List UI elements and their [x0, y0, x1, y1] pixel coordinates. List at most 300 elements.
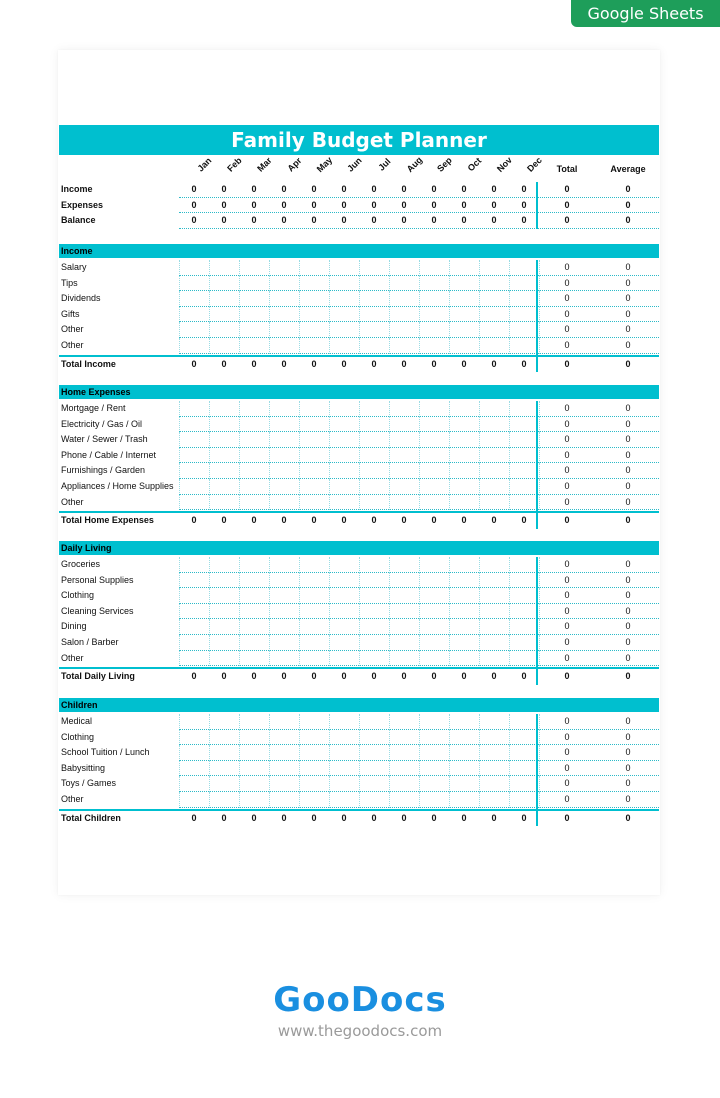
cell-divider: [419, 573, 420, 589]
month-cell: 0: [431, 515, 437, 526]
month-cell: 0: [401, 199, 407, 210]
month-cell: 0: [221, 515, 227, 526]
cell-divider: [329, 401, 330, 417]
cell-divider: [389, 557, 390, 573]
row-label: Appliances / Home Supplies: [61, 481, 174, 491]
month-header-mar: Mar: [255, 155, 274, 174]
month-cell: 0: [281, 515, 287, 526]
month-cell: 0: [431, 671, 437, 682]
cell-divider: [179, 730, 180, 746]
average-cell: 0: [625, 574, 631, 585]
cell-divider: [239, 463, 240, 479]
budget-item-row[interactable]: [59, 792, 659, 808]
section-divider-line: [536, 714, 538, 826]
cell-divider: [359, 619, 360, 635]
cell-divider: [329, 479, 330, 495]
cell-divider: [269, 260, 270, 276]
cell-divider: [539, 776, 540, 792]
cell-divider: [209, 432, 210, 448]
cell-divider: [209, 401, 210, 417]
cell-divider: [359, 573, 360, 589]
cell-divider: [449, 463, 450, 479]
cell-divider: [539, 448, 540, 464]
month-cell: 0: [461, 184, 467, 194]
budget-item-row[interactable]: [59, 260, 659, 276]
cell-divider: [239, 604, 240, 620]
cell-divider: [299, 463, 300, 479]
cell-divider: [479, 432, 480, 448]
month-cell: 0: [431, 215, 437, 226]
cell-divider: [329, 619, 330, 635]
month-cell: 0: [251, 184, 257, 194]
google-sheets-badge[interactable]: Google Sheets: [571, 0, 720, 27]
cell-divider: [239, 401, 240, 417]
cell-divider: [239, 776, 240, 792]
cell-divider: [539, 792, 540, 808]
cell-divider: [239, 479, 240, 495]
cell-divider: [269, 776, 270, 792]
cell-divider: [359, 557, 360, 573]
month-cell: 0: [191, 215, 197, 226]
month-cell: 0: [521, 358, 527, 369]
row-label: Dining: [61, 621, 87, 632]
cell-divider: [419, 401, 420, 417]
month-header-jan: Jan: [195, 155, 214, 174]
cell-divider: [269, 557, 270, 573]
cell-divider: [419, 604, 420, 620]
budget-item-row[interactable]: [59, 338, 659, 354]
month-cell: 0: [491, 671, 497, 682]
cell-divider: [359, 432, 360, 448]
cell-divider: [299, 792, 300, 808]
row-label: Salon / Barber: [61, 637, 119, 647]
budget-item-row[interactable]: [59, 557, 659, 573]
month-cell: 0: [191, 199, 197, 210]
cell-divider: [269, 401, 270, 417]
cell-divider: [539, 714, 540, 730]
budget-item-row[interactable]: [59, 651, 659, 667]
cell-divider: [389, 635, 390, 651]
cell-divider: [479, 417, 480, 433]
budget-item-row[interactable]: [59, 776, 659, 792]
cell-divider: [269, 463, 270, 479]
cell-divider: [479, 730, 480, 746]
cell-divider: [299, 573, 300, 589]
cell-divider: [269, 276, 270, 292]
cell-divider: [449, 557, 450, 573]
average-cell: 0: [625, 559, 631, 569]
cell-divider: [449, 761, 450, 777]
cell-divider: [299, 730, 300, 746]
goodocs-logo[interactable]: GooDocs: [273, 980, 447, 1020]
cell-divider: [359, 276, 360, 292]
cell-divider: [419, 745, 420, 761]
cell-divider: [539, 307, 540, 323]
budget-item-row[interactable]: [59, 479, 659, 495]
cell-divider: [419, 588, 420, 604]
cell-divider: [449, 730, 450, 746]
average-cell: 0: [625, 277, 631, 288]
cell-divider: [509, 792, 510, 808]
budget-item-row[interactable]: [59, 463, 659, 479]
budget-item-row[interactable]: [59, 495, 659, 511]
month-cell: 0: [371, 812, 377, 823]
cell-divider: [509, 714, 510, 730]
cell-divider: [299, 619, 300, 635]
cell-divider: [239, 557, 240, 573]
cell-divider: [539, 745, 540, 761]
month-header-jun: Jun: [345, 155, 364, 174]
cell-divider: [539, 730, 540, 746]
budget-item-row[interactable]: [59, 588, 659, 604]
month-cell: 0: [311, 199, 317, 210]
budget-item-row[interactable]: [59, 635, 659, 651]
cell-divider: [359, 792, 360, 808]
month-cell: 0: [461, 358, 467, 369]
cell-divider: [389, 619, 390, 635]
budget-item-row[interactable]: [59, 401, 659, 417]
total-cell: 0: [564, 308, 570, 319]
month-cell: 0: [491, 184, 497, 194]
cell-divider: [479, 495, 480, 511]
cell-divider: [269, 635, 270, 651]
row-label: Groceries: [61, 559, 101, 569]
cell-divider: [179, 588, 180, 604]
cell-divider: [449, 479, 450, 495]
cell-divider: [479, 307, 480, 323]
row-label: Babysitting: [61, 762, 106, 773]
cell-divider: [269, 730, 270, 746]
cell-divider: [269, 619, 270, 635]
cell-divider: [539, 417, 540, 433]
month-cell: 0: [521, 184, 527, 194]
month-cell: 0: [371, 671, 377, 682]
cell-divider: [329, 651, 330, 667]
cell-divider: [509, 338, 510, 354]
cell-divider: [329, 495, 330, 511]
average-cell: 0: [625, 324, 631, 335]
cell-divider: [449, 651, 450, 667]
cell-divider: [539, 588, 540, 604]
row-label: Electricity / Gas / Oil: [61, 418, 143, 429]
average-column-header: Average: [610, 164, 646, 174]
cell-divider: [479, 776, 480, 792]
cell-divider: [299, 761, 300, 777]
month-cell: 0: [371, 199, 377, 210]
total-cell: 0: [564, 184, 570, 194]
month-cell: 0: [431, 184, 437, 194]
cell-divider: [359, 730, 360, 746]
cell-divider: [179, 448, 180, 464]
month-header-dec: Dec: [525, 155, 544, 174]
cell-divider: [539, 761, 540, 777]
cell-divider: [329, 463, 330, 479]
cell-divider: [269, 714, 270, 730]
cell-divider: [329, 432, 330, 448]
total-cell: 0: [564, 812, 570, 823]
month-cell: 0: [431, 199, 437, 210]
row-label: Gifts: [61, 308, 80, 319]
cell-divider: [269, 761, 270, 777]
cell-divider: [479, 463, 480, 479]
row-label: School Tuition / Lunch: [61, 747, 150, 758]
cell-divider: [509, 479, 510, 495]
cell-divider: [209, 619, 210, 635]
cell-divider: [179, 322, 180, 338]
summary-row-balance: [59, 213, 659, 229]
cell-divider: [419, 635, 420, 651]
month-cell: 0: [521, 199, 527, 210]
cell-divider: [389, 745, 390, 761]
cell-divider: [299, 588, 300, 604]
cell-divider: [419, 651, 420, 667]
cell-divider: [179, 307, 180, 323]
month-header-sep: Sep: [435, 155, 454, 174]
cell-divider: [479, 479, 480, 495]
budget-item-row[interactable]: [59, 448, 659, 464]
total-cell: 0: [564, 199, 570, 210]
cell-divider: [539, 573, 540, 589]
cell-divider: [299, 714, 300, 730]
budget-item-row[interactable]: [59, 291, 659, 307]
cell-divider: [539, 635, 540, 651]
cell-divider: [179, 417, 180, 433]
total-column-header: Total: [556, 164, 578, 174]
cell-divider: [389, 291, 390, 307]
cell-divider: [329, 322, 330, 338]
month-cell: 0: [341, 358, 347, 369]
average-cell: 0: [625, 731, 631, 742]
section-header-daily-living: [59, 541, 659, 555]
month-cell: 0: [281, 358, 287, 369]
total-cell: 0: [564, 449, 570, 460]
row-label: Dividends: [61, 293, 101, 304]
section-total-row: [59, 513, 659, 529]
section-header-label: Children: [61, 700, 98, 710]
month-cell: 0: [281, 812, 287, 823]
cell-divider: [359, 463, 360, 479]
cell-divider: [419, 307, 420, 323]
cell-divider: [479, 604, 480, 620]
cell-divider: [419, 761, 420, 777]
budget-item-row[interactable]: [59, 714, 659, 730]
cell-divider: [209, 495, 210, 511]
month-cell: 0: [251, 199, 257, 210]
month-header-nov: Nov: [494, 154, 515, 175]
cell-divider: [269, 745, 270, 761]
cell-divider: [179, 573, 180, 589]
section-header-label: Daily Living: [61, 543, 112, 553]
row-label: Total Children: [61, 812, 121, 823]
cell-divider: [419, 260, 420, 276]
budget-item-row[interactable]: [59, 322, 659, 338]
average-cell: 0: [625, 652, 631, 663]
cell-divider: [299, 417, 300, 433]
footer-url[interactable]: www.thegoodocs.com: [277, 1022, 443, 1040]
budget-item-row[interactable]: [59, 417, 659, 433]
budget-item-row[interactable]: [59, 761, 659, 777]
cell-divider: [359, 745, 360, 761]
cell-divider: [329, 557, 330, 573]
cell-divider: [509, 651, 510, 667]
cell-divider: [359, 761, 360, 777]
month-cell: 0: [221, 199, 227, 210]
budget-item-row[interactable]: [59, 573, 659, 589]
cell-divider: [389, 260, 390, 276]
cell-divider: [209, 260, 210, 276]
cell-divider: [509, 776, 510, 792]
cell-divider: [509, 260, 510, 276]
budget-item-row[interactable]: [59, 604, 659, 620]
cell-divider: [359, 260, 360, 276]
cell-divider: [179, 401, 180, 417]
cell-divider: [209, 448, 210, 464]
section-total-row: [59, 811, 659, 827]
cell-divider: [509, 557, 510, 573]
cell-divider: [209, 417, 210, 433]
cell-divider: [479, 792, 480, 808]
month-cell: 0: [341, 184, 347, 194]
cell-divider: [359, 495, 360, 511]
month-cell: 0: [221, 184, 227, 194]
cell-divider: [449, 573, 450, 589]
cell-divider: [449, 307, 450, 323]
month-cell: 0: [281, 215, 287, 226]
cell-divider: [329, 761, 330, 777]
cell-divider: [389, 448, 390, 464]
average-cell: 0: [625, 465, 631, 476]
cell-divider: [419, 276, 420, 292]
cell-divider: [269, 792, 270, 808]
cell-divider: [389, 761, 390, 777]
cell-divider: [269, 479, 270, 495]
cell-divider: [389, 588, 390, 604]
cell-divider: [449, 448, 450, 464]
month-cell: 0: [371, 184, 377, 194]
month-cell: 0: [371, 215, 377, 226]
month-cell: 0: [251, 358, 257, 369]
cell-divider: [179, 761, 180, 777]
month-cell: 0: [401, 358, 407, 369]
cell-divider: [479, 651, 480, 667]
cell-divider: [479, 401, 480, 417]
cell-divider: [419, 417, 420, 433]
cell-divider: [359, 776, 360, 792]
budget-item-row[interactable]: [59, 307, 659, 323]
average-cell: 0: [625, 671, 631, 682]
budget-item-row[interactable]: [59, 276, 659, 292]
month-header-feb: Feb: [225, 155, 244, 174]
cell-divider: [299, 401, 300, 417]
total-cell: 0: [564, 465, 570, 476]
cell-divider: [389, 714, 390, 730]
cell-divider: [509, 322, 510, 338]
month-cell: 0: [191, 358, 197, 369]
month-cell: 0: [221, 215, 227, 226]
cell-divider: [509, 432, 510, 448]
total-cell: 0: [564, 418, 570, 429]
cell-divider: [209, 604, 210, 620]
month-cell: 0: [431, 812, 437, 823]
cell-divider: [239, 730, 240, 746]
cell-divider: [179, 291, 180, 307]
cell-divider: [269, 495, 270, 511]
cell-divider: [449, 714, 450, 730]
cell-divider: [179, 463, 180, 479]
cell-divider: [179, 776, 180, 792]
month-cell: 0: [311, 671, 317, 682]
cell-divider: [359, 307, 360, 323]
cell-divider: [419, 479, 420, 495]
cell-divider: [479, 619, 480, 635]
month-cell: 0: [491, 215, 497, 226]
cell-divider: [449, 792, 450, 808]
total-cell: 0: [564, 747, 570, 758]
cell-divider: [299, 776, 300, 792]
cell-divider: [479, 448, 480, 464]
budget-item-row[interactable]: [59, 619, 659, 635]
average-cell: 0: [625, 199, 631, 210]
total-cell: 0: [564, 262, 570, 272]
cell-divider: [359, 714, 360, 730]
total-cell: 0: [564, 403, 570, 413]
cell-divider: [509, 761, 510, 777]
row-label: Total Home Expenses: [61, 515, 154, 526]
cell-divider: [209, 291, 210, 307]
total-cell: 0: [564, 559, 570, 569]
cell-divider: [299, 260, 300, 276]
cell-divider: [509, 619, 510, 635]
cell-divider: [239, 588, 240, 604]
total-cell: 0: [564, 358, 570, 369]
page-title: Family Budget Planner: [59, 125, 659, 155]
average-cell: 0: [625, 449, 631, 460]
average-cell: 0: [625, 605, 631, 616]
month-cell: 0: [311, 215, 317, 226]
cell-divider: [479, 761, 480, 777]
cell-divider: [209, 557, 210, 573]
cell-divider: [239, 761, 240, 777]
cell-divider: [269, 588, 270, 604]
month-cell: 0: [431, 358, 437, 369]
cell-divider: [299, 745, 300, 761]
cell-divider: [389, 338, 390, 354]
average-cell: 0: [625, 481, 631, 491]
cell-divider: [449, 432, 450, 448]
month-cell: 0: [341, 671, 347, 682]
cell-divider: [539, 432, 540, 448]
cell-divider: [239, 417, 240, 433]
budget-item-row[interactable]: [59, 745, 659, 761]
month-header-apr: Apr: [285, 155, 304, 174]
month-cell: 0: [191, 812, 197, 823]
budget-item-row[interactable]: [59, 730, 659, 746]
summary-row-expenses: [59, 198, 659, 214]
cell-divider: [419, 463, 420, 479]
cell-divider: [239, 260, 240, 276]
budget-item-row[interactable]: [59, 432, 659, 448]
average-cell: 0: [625, 340, 631, 350]
cell-divider: [179, 557, 180, 573]
cell-divider: [359, 479, 360, 495]
cell-divider: [329, 792, 330, 808]
cell-divider: [329, 260, 330, 276]
month-cell: 0: [401, 184, 407, 194]
cell-divider: [209, 307, 210, 323]
month-cell: 0: [521, 812, 527, 823]
cell-divider: [329, 307, 330, 323]
cell-divider: [239, 448, 240, 464]
